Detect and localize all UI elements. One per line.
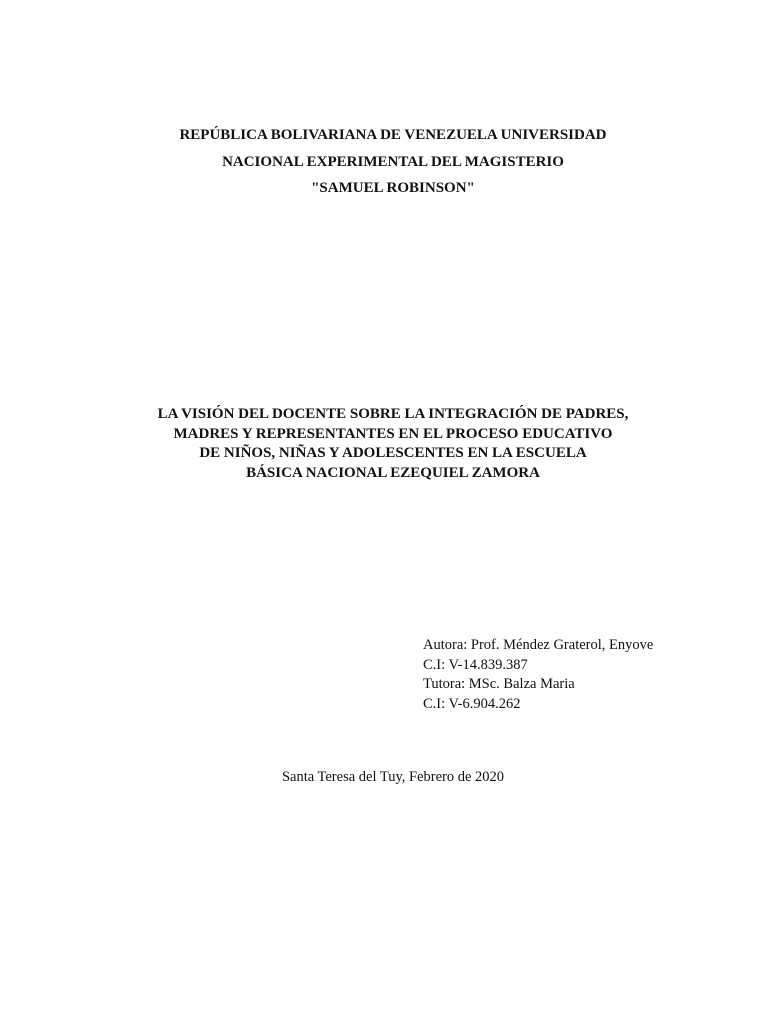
document-title <box>0 405 768 483</box>
author-id: C.I: V-14.839.387 <box>423 656 528 673</box>
tutor-id: C.I: V-6.904.262 <box>423 695 521 712</box>
institution-line-3: "SAMUEL ROBINSON" <box>311 180 475 196</box>
institution-heading <box>0 122 768 202</box>
title-line-4: BÁSICA NACIONAL EZEQUIEL ZAMORA <box>246 464 540 481</box>
title-line-3: DE NIÑOS, NIÑAS Y ADOLESCENTES EN LA ESCUELA <box>199 445 587 461</box>
institution-line-1: REPÚBLICA BOLIVARIANA DE VENEZUELA UNIVERSIDAD <box>179 127 607 143</box>
institution-line-2: NACIONAL EXPERIMENTAL DEL MAGISTERIO <box>222 153 564 170</box>
place-date: Santa Teresa del Tuy, Febrero de 2020 <box>281 769 505 785</box>
tutor-name: Tutora: MSc. Balza Maria <box>423 676 575 692</box>
title-line-2: MADRES Y REPRESENTANTES EN EL PROCESO EDUCATIVO <box>173 425 613 442</box>
title-line-1: LA VISIÓN DEL DOCENTE SOBRE LA INTEGRACIÓN DE PADRES, <box>157 406 629 422</box>
author-name: Autora: Prof. Méndez Graterol, Enyove <box>423 637 654 653</box>
author-block <box>423 636 753 714</box>
